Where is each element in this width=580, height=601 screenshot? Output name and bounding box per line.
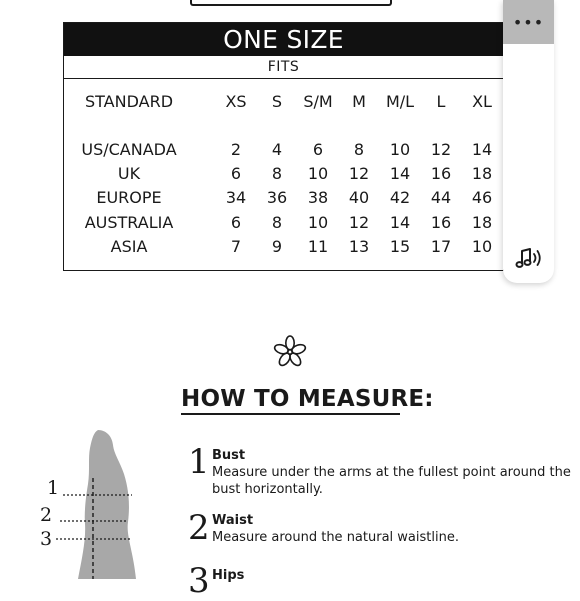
size-value: 18 xyxy=(471,213,493,232)
size-value: 6 xyxy=(230,164,242,183)
size-header-row xyxy=(64,92,503,114)
step-number: 3 xyxy=(188,561,210,601)
size-chart-title: ONE SIZE xyxy=(64,23,503,56)
size-value: 10 xyxy=(471,237,493,256)
size-header-cell: M xyxy=(352,92,366,111)
size-value: 14 xyxy=(389,213,411,232)
size-value: 40 xyxy=(348,188,370,207)
size-value: 9 xyxy=(271,237,283,256)
size-value: 14 xyxy=(471,140,493,159)
size-chart-subtitle: FITS xyxy=(64,56,503,79)
region-label: AUSTRALIA xyxy=(84,213,174,232)
size-value: 16 xyxy=(430,164,452,183)
table-row xyxy=(64,237,503,259)
figure-label-bust: 1 xyxy=(47,477,60,499)
size-value: 8 xyxy=(353,140,365,159)
size-header-cell: M/L xyxy=(385,92,415,111)
size-value: 12 xyxy=(348,213,370,232)
size-value: 7 xyxy=(230,237,242,256)
size-header-cell: L xyxy=(436,92,446,111)
figure-label-hips: 3 xyxy=(40,528,53,550)
step-title: Hips xyxy=(212,568,245,583)
table-row xyxy=(64,140,503,162)
region-label: ASIA xyxy=(110,237,148,256)
size-value: 16 xyxy=(430,213,452,232)
size-value: 13 xyxy=(348,237,370,256)
size-value: 38 xyxy=(307,188,329,207)
size-value: 44 xyxy=(430,188,452,207)
step-description: Measure under the arms at the fullest point around the xyxy=(212,465,571,480)
body-silhouette-figure xyxy=(36,428,146,579)
region-label: EUROPE xyxy=(96,188,162,207)
size-value: 10 xyxy=(389,140,411,159)
size-value: 46 xyxy=(471,188,493,207)
size-value: 34 xyxy=(225,188,247,207)
size-value: 8 xyxy=(271,213,283,232)
size-value: 10 xyxy=(307,164,329,183)
size-value: 15 xyxy=(389,237,411,256)
size-value: 36 xyxy=(266,188,288,207)
region-label: UK xyxy=(117,164,141,183)
standard-header: STANDARD xyxy=(84,92,174,111)
step-description: bust horizontally. xyxy=(212,482,323,497)
size-value: 42 xyxy=(389,188,411,207)
size-header-cell: XS xyxy=(225,92,247,111)
size-header-cell: S/M xyxy=(303,92,333,111)
floating-side-panel xyxy=(503,0,554,283)
region-label: US/CANADA xyxy=(81,140,177,159)
how-to-measure-heading: HOW TO MEASURE: xyxy=(181,386,400,415)
size-value: 10 xyxy=(307,213,329,232)
size-header-cell: XL xyxy=(472,92,492,111)
more-options-button[interactable] xyxy=(503,0,554,44)
table-row xyxy=(64,213,503,235)
size-chart-table xyxy=(63,22,504,271)
table-row xyxy=(64,188,503,210)
size-value: 12 xyxy=(430,140,452,159)
size-value: 12 xyxy=(348,164,370,183)
size-value: 18 xyxy=(471,164,493,183)
previous-section-edge xyxy=(190,0,392,6)
size-value: 14 xyxy=(389,164,411,183)
step-title: Bust xyxy=(212,448,246,463)
size-value: 2 xyxy=(230,140,242,159)
size-value: 4 xyxy=(271,140,283,159)
step-title: Waist xyxy=(212,513,254,528)
more-dots-icon: ••• xyxy=(512,12,545,32)
step-number: 2 xyxy=(188,508,210,548)
flower-icon xyxy=(272,334,308,370)
step-number: 1 xyxy=(188,442,210,482)
size-value: 8 xyxy=(271,164,283,183)
size-value: 17 xyxy=(430,237,452,256)
figure-label-waist: 2 xyxy=(40,504,53,526)
audio-note-icon[interactable] xyxy=(513,242,545,274)
step-description: Measure around the natural waistline. xyxy=(212,530,459,545)
size-header-cell: S xyxy=(271,92,283,111)
size-value: 11 xyxy=(307,237,329,256)
size-value: 6 xyxy=(230,213,242,232)
silhouette-shape xyxy=(78,430,136,579)
size-value: 6 xyxy=(312,140,324,159)
table-row xyxy=(64,164,503,186)
